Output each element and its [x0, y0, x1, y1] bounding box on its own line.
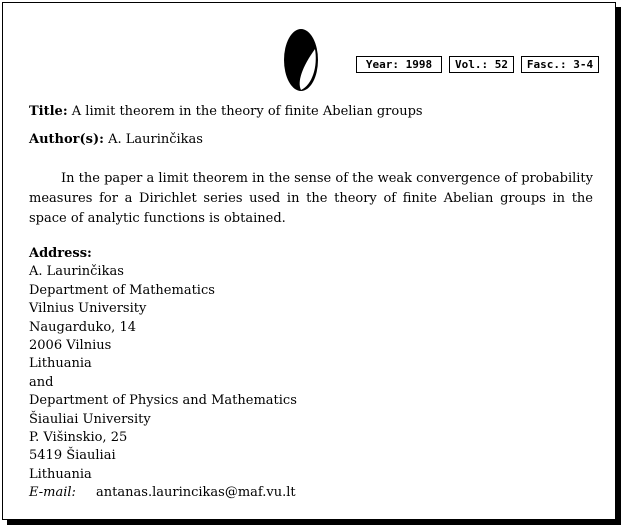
address-line: P. Višinskio, 25 — [29, 430, 128, 446]
page-frame — [2, 2, 616, 520]
email-address[interactable]: antanas.laurincikas@maf.vu.lt — [96, 485, 296, 501]
address-label: Address: — [29, 246, 92, 261]
address-line: Department of Mathematics — [29, 282, 215, 298]
title-label: Title: — [29, 104, 68, 119]
email-label: E-mail: — [29, 485, 76, 501]
address-line: Naugarduko, 14 — [29, 319, 136, 335]
title-line — [29, 104, 423, 120]
authors-label: Author(s): — [29, 132, 104, 147]
address-line: 5419 Šiauliai — [29, 448, 116, 464]
address-line: Department of Physics and Mathematics — [29, 393, 297, 409]
address-line: Šiauliai University — [29, 411, 151, 427]
fascicle-badge: Fasc.: 3-4 — [521, 56, 599, 73]
authors-text: A. Laurinčikas — [108, 132, 203, 147]
volume-badge: Vol.: 52 — [449, 56, 514, 73]
email-line — [29, 484, 297, 502]
paper-title: A limit theorem in the theory of finite Abelian groups — [71, 104, 423, 119]
address-line: and — [29, 374, 54, 390]
abstract-text: In the paper a limit theorem in the sense of the weak convergence of probability measures for a Dirichlet series used in the theory of finite Abelian groups in the space of analytic functions is obtained. — [29, 171, 593, 226]
year-badge: Year: 1998 — [356, 56, 442, 73]
address-line: A. Laurinčikas — [29, 264, 124, 280]
address-line: Lithuania — [29, 466, 92, 482]
journal-logo-icon — [282, 27, 320, 93]
address-line: 2006 Vilnius — [29, 338, 112, 354]
authors-line — [29, 132, 203, 148]
address-line: Vilnius University — [29, 301, 147, 317]
address-line: Lithuania — [29, 356, 92, 372]
address-block — [29, 245, 297, 503]
